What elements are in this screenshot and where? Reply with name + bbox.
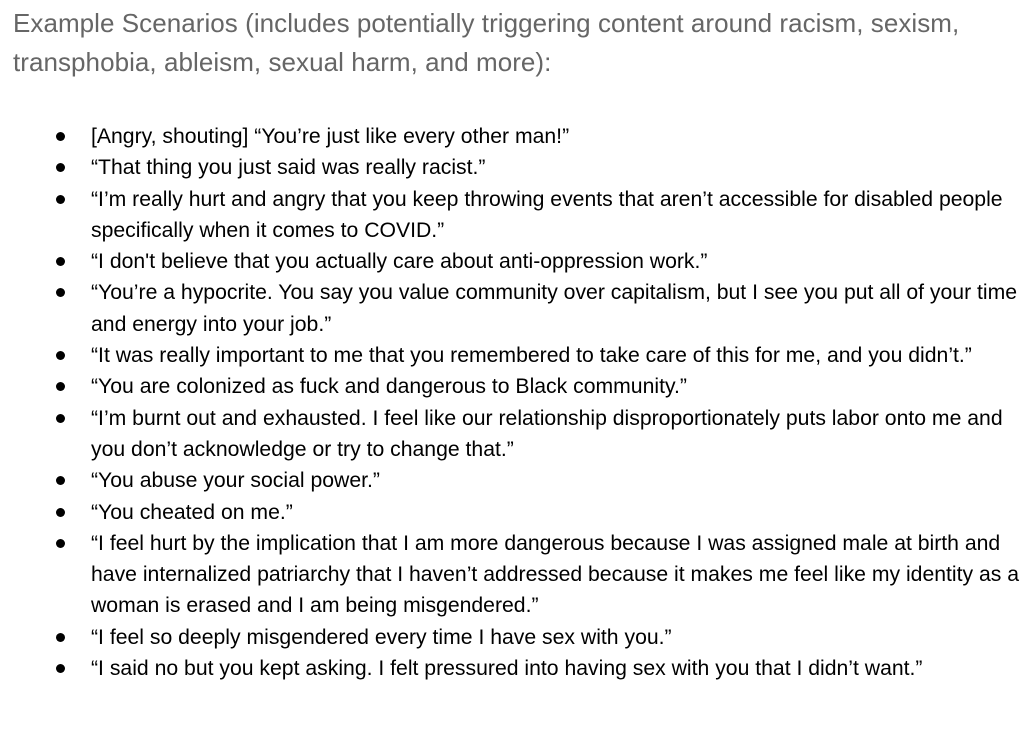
bullet-icon xyxy=(56,163,65,172)
bullet-icon xyxy=(56,257,65,266)
scenario-text: “You abuse your social power.” xyxy=(91,469,380,493)
scenario-text: “I said no but you kept asking. I felt pressured into having sex with you that I didn’t want.” xyxy=(91,657,923,681)
scenario-text: “It was really important to me that you remembered to take care of this for me, and you didn’t.” xyxy=(91,344,972,368)
bullet-icon xyxy=(56,476,65,485)
scenario-item xyxy=(0,653,1035,684)
bullet-icon xyxy=(56,539,65,548)
scenario-item xyxy=(0,528,1035,622)
scenario-text: “You are colonized as fuck and dangerous to Black community.” xyxy=(91,375,687,399)
bullet-icon xyxy=(56,664,65,673)
bullet-icon xyxy=(56,414,65,423)
scenario-item xyxy=(0,465,1035,496)
bullet-icon xyxy=(56,288,65,297)
scenario-item xyxy=(0,277,1035,340)
document-heading: Example Scenarios (includes potentially triggering content around racism, sexism, transphobia, ableism, sexual harm, and more): xyxy=(13,8,960,77)
bullet-icon xyxy=(56,508,65,517)
scenario-text: “You cheated on me.” xyxy=(91,500,293,524)
scenario-text: “I’m burnt out and exhausted. I feel like our relationship disproportionately puts labor onto me and you don’t acknowledge or try to change that.” xyxy=(91,406,1003,461)
scenario-item xyxy=(0,246,1035,277)
scenario-text: [Angry, shouting] “You’re just like every other man!” xyxy=(91,125,570,148)
bullet-icon xyxy=(56,195,65,204)
scenario-text: “I’m really hurt and angry that you keep throwing events that aren’t accessible for disabled people specifically when it comes to COVID.” xyxy=(91,187,1003,242)
bullet-icon xyxy=(56,132,65,141)
scenario-text: “I feel so deeply misgendered every time I have sex with you.” xyxy=(91,625,672,649)
scenario-item xyxy=(0,497,1035,528)
scenario-item xyxy=(0,622,1035,653)
scenario-text: “That thing you just said was really racist.” xyxy=(91,156,486,180)
bullet-icon xyxy=(56,351,65,360)
bullet-icon xyxy=(56,382,65,391)
scenario-text: “I feel hurt by the implication that I am more dangerous because I was assigned male at birth and have internalized patriarchy that I haven’t addressed because it makes me feel like my identity as a woman is erased and I am being misgendered.” xyxy=(91,531,1020,618)
scenario-item xyxy=(0,152,1035,183)
scenario-item xyxy=(0,371,1035,402)
scenario-item xyxy=(0,184,1035,247)
bullet-icon xyxy=(56,633,65,642)
scenario-text: “I don't believe that you actually care about anti-oppression work.” xyxy=(91,250,708,274)
scenario-item xyxy=(0,340,1035,371)
scenario-item xyxy=(0,403,1035,466)
scenario-item xyxy=(0,121,1035,152)
scenario-text: “You’re a hypocrite. You say you value community over capitalism, but I see you put all of your time and energy into your job.” xyxy=(91,281,1018,336)
scenario-list xyxy=(0,121,1035,684)
